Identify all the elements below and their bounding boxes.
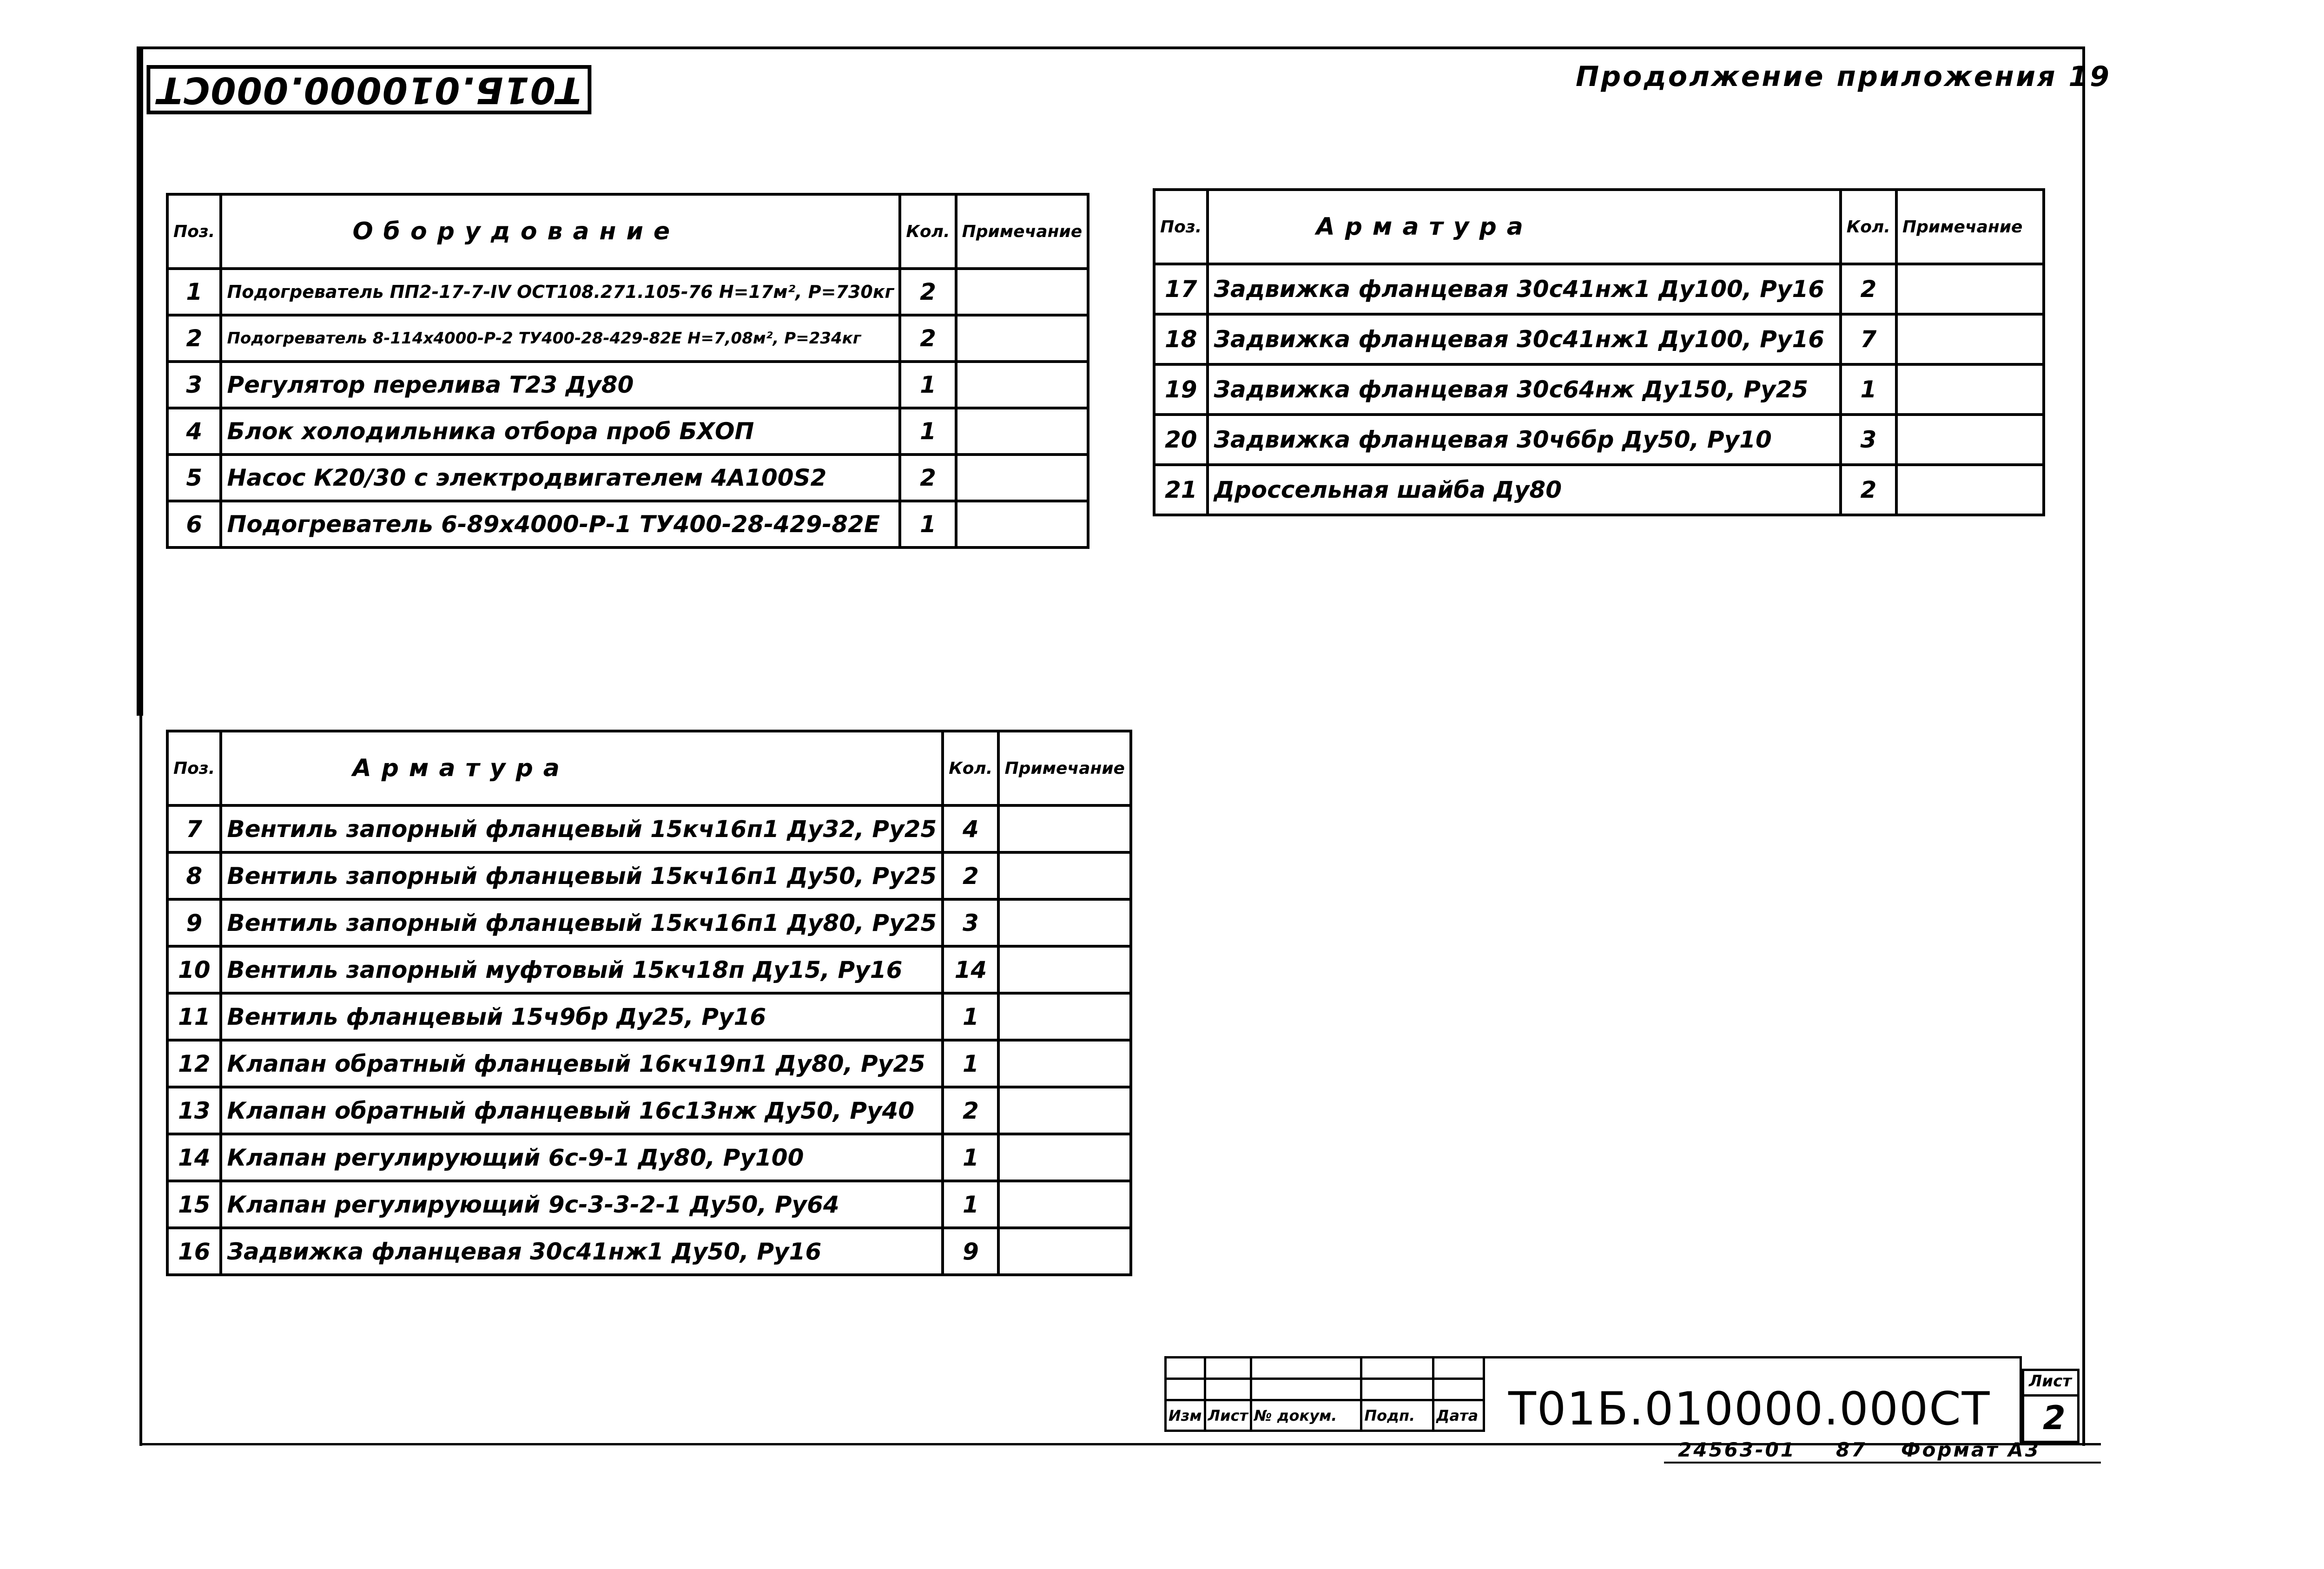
table-row	[167, 408, 1088, 455]
fittings-table-right	[1153, 188, 2045, 516]
stamp-col-list: Лист	[1205, 1400, 1251, 1431]
row-qty: 2	[1841, 465, 1896, 515]
row-note	[956, 269, 1089, 315]
row-name: Задвижка фланцевая 30с41нж1 Ду100, Ру16	[1208, 314, 1840, 364]
row-name: Насос К20/30 с электродвигателем 4А100S2	[221, 455, 900, 501]
continuation-note: Продолжение приложения 19	[1576, 60, 2111, 93]
row-qty: 2	[900, 315, 956, 362]
col-header-pos: Поз.	[167, 731, 221, 805]
row-qty: 1	[943, 993, 998, 1040]
col-header-pos: Поз.	[167, 194, 221, 269]
rotated-doc-code: Т01Б.010000.000СТ	[146, 65, 591, 114]
row-qty: 9	[943, 1228, 998, 1275]
format-label: Формат А3	[1901, 1438, 2040, 1461]
table-row	[167, 1087, 1131, 1134]
row-name: Вентиль фланцевый 15ч9бр Ду25, Ру16	[221, 993, 943, 1040]
row-pos: 12	[167, 1040, 221, 1087]
equipment-table	[166, 193, 1089, 549]
row-pos: 7	[167, 805, 221, 852]
inventory-number: 24563-01	[1678, 1438, 1796, 1461]
row-name: Блок холодильника отбора проб БХОП	[221, 408, 900, 455]
sheet-divider	[2022, 1394, 2080, 1397]
table-row	[1154, 465, 2044, 515]
table-row	[167, 1134, 1131, 1181]
row-note	[1896, 415, 2044, 465]
row-pos: 18	[1154, 314, 1208, 364]
table-row	[167, 455, 1088, 501]
table-row	[167, 852, 1131, 899]
table-row	[167, 805, 1131, 852]
row-pos: 19	[1154, 364, 1208, 415]
table-row	[167, 362, 1088, 408]
row-qty: 1	[1841, 364, 1896, 415]
row-note	[1896, 264, 2044, 314]
bottom-border-line	[139, 1443, 2101, 1445]
row-pos: 5	[167, 455, 221, 501]
table-row	[167, 1228, 1131, 1275]
row-name: Вентиль запорный фланцевый 15кч16п1 Ду50, Ру25	[221, 852, 943, 899]
row-pos: 9	[167, 899, 221, 946]
col-header-note: Примечание	[1896, 190, 2044, 264]
row-name: Задвижка фланцевая 30с41нж1 Ду100, Ру16	[1208, 264, 1840, 314]
row-name: Задвижка фланцевая 30с64нж Ду150, Ру25	[1208, 364, 1840, 415]
stamp-col-sign: Подп.	[1361, 1400, 1433, 1431]
table-title-equipment: Оборудование	[221, 194, 900, 269]
table-row	[1154, 364, 2044, 415]
row-note	[956, 362, 1089, 408]
row-note	[956, 455, 1089, 501]
inventory-suffix: 87	[1836, 1438, 1867, 1461]
row-qty: 1	[943, 1134, 998, 1181]
row-pos: 6	[167, 501, 221, 547]
table-row	[167, 899, 1131, 946]
col-header-qty: Кол.	[900, 194, 956, 269]
row-qty: 3	[943, 899, 998, 946]
row-name: Задвижка фланцевая 30с41нж1 Ду50, Ру16	[221, 1228, 943, 1275]
table-row	[1154, 314, 2044, 364]
row-pos: 20	[1154, 415, 1208, 465]
stamp-col-izm: Изм	[1166, 1400, 1205, 1431]
row-qty: 2	[900, 455, 956, 501]
fittings-table-left	[166, 730, 1132, 1276]
row-note	[1896, 364, 2044, 415]
row-note	[1896, 314, 2044, 364]
row-name: Регулятор перелива Т23 Ду80	[221, 362, 900, 408]
bottom-trim-line	[1664, 1462, 2101, 1464]
row-name: Вентиль запорный фланцевый 15кч16п1 Ду80, Ру25	[221, 899, 943, 946]
row-name: Клапан обратный фланцевый 16с13нж Ду50, Ру40	[221, 1087, 943, 1134]
row-qty: 1	[900, 362, 956, 408]
row-name: Вентиль запорный фланцевый 15кч16п1 Ду32, Ру25	[221, 805, 943, 852]
row-qty: 7	[1841, 314, 1896, 364]
table-row	[167, 946, 1131, 993]
left-margin-line	[137, 46, 143, 716]
row-pos: 17	[1154, 264, 1208, 314]
row-note	[998, 1181, 1131, 1228]
row-note	[998, 946, 1131, 993]
row-name: Подогреватель 6-89х4000-Р-1 ТУ400-28-429-82Е	[221, 501, 900, 547]
row-pos: 16	[167, 1228, 221, 1275]
revision-stamp	[1164, 1356, 1485, 1432]
row-qty: 2	[900, 269, 956, 315]
row-note	[1896, 465, 2044, 515]
col-header-note: Примечание	[956, 194, 1089, 269]
col-header-note: Примечание	[998, 731, 1131, 805]
row-name: Подогреватель 8-114х4000-Р-2 ТУ400-28-429-82Е Н=7,08м², Р=234кг	[221, 315, 900, 362]
row-pos: 3	[167, 362, 221, 408]
table-row	[167, 501, 1088, 547]
row-pos: 11	[167, 993, 221, 1040]
row-note	[956, 501, 1089, 547]
row-name: Клапан регулирующий 6с-9-1 Ду80, Ру100	[221, 1134, 943, 1181]
row-note	[998, 1040, 1131, 1087]
row-pos: 1	[167, 269, 221, 315]
document-number: Т01Б.010000.000СТ	[1508, 1383, 1991, 1436]
row-pos: 21	[1154, 465, 1208, 515]
row-note	[956, 408, 1089, 455]
row-note	[998, 899, 1131, 946]
row-pos: 8	[167, 852, 221, 899]
table-title-fittings: Арматура	[221, 731, 943, 805]
row-qty: 2	[943, 1087, 998, 1134]
row-pos: 14	[167, 1134, 221, 1181]
row-name: Вентиль запорный муфтовый 15кч18п Ду15, Ру16	[221, 946, 943, 993]
row-name: Дроссельная шайба Ду80	[1208, 465, 1840, 515]
row-note	[998, 1087, 1131, 1134]
row-name: Клапан регулирующий 9с-3-3-2-1 Ду50, Ру64	[221, 1181, 943, 1228]
row-pos: 4	[167, 408, 221, 455]
row-name: Клапан обратный фланцевый 16кч19п1 Ду80, Ру25	[221, 1040, 943, 1087]
table-row	[1154, 264, 2044, 314]
row-note	[998, 1134, 1131, 1181]
row-note	[998, 805, 1131, 852]
col-header-qty: Кол.	[943, 731, 998, 805]
row-qty: 14	[943, 946, 998, 993]
col-header-qty: Кол.	[1841, 190, 1896, 264]
sheet-label: Лист	[2029, 1372, 2072, 1391]
stamp-col-doc: № докум.	[1251, 1400, 1361, 1431]
sheet-number: 2	[2043, 1399, 2066, 1437]
table-row	[167, 269, 1088, 315]
row-note	[998, 1228, 1131, 1275]
row-note	[998, 993, 1131, 1040]
row-note	[998, 852, 1131, 899]
table-title-fittings: Арматура	[1208, 190, 1840, 264]
row-qty: 1	[900, 408, 956, 455]
row-qty: 1	[900, 501, 956, 547]
row-pos: 15	[167, 1181, 221, 1228]
row-name: Задвижка фланцевая 30ч6бр Ду50, Ру10	[1208, 415, 1840, 465]
row-qty: 3	[1841, 415, 1896, 465]
row-note	[956, 315, 1089, 362]
row-qty: 4	[943, 805, 998, 852]
table-row	[1154, 415, 2044, 465]
table-row	[167, 1181, 1131, 1228]
table-row	[167, 1040, 1131, 1087]
row-qty: 2	[943, 852, 998, 899]
table-row	[167, 315, 1088, 362]
row-pos: 13	[167, 1087, 221, 1134]
stamp-col-date: Дата	[1433, 1400, 1484, 1431]
row-pos: 10	[167, 946, 221, 993]
row-qty: 2	[1841, 264, 1896, 314]
row-pos: 2	[167, 315, 221, 362]
table-row	[167, 993, 1131, 1040]
row-qty: 1	[943, 1181, 998, 1228]
col-header-pos: Поз.	[1154, 190, 1208, 264]
row-qty: 1	[943, 1040, 998, 1087]
row-name: Подогреватель ПП2-17-7-IV ОСТ108.271.105-76 Н=17м², Р=730кг	[221, 269, 900, 315]
